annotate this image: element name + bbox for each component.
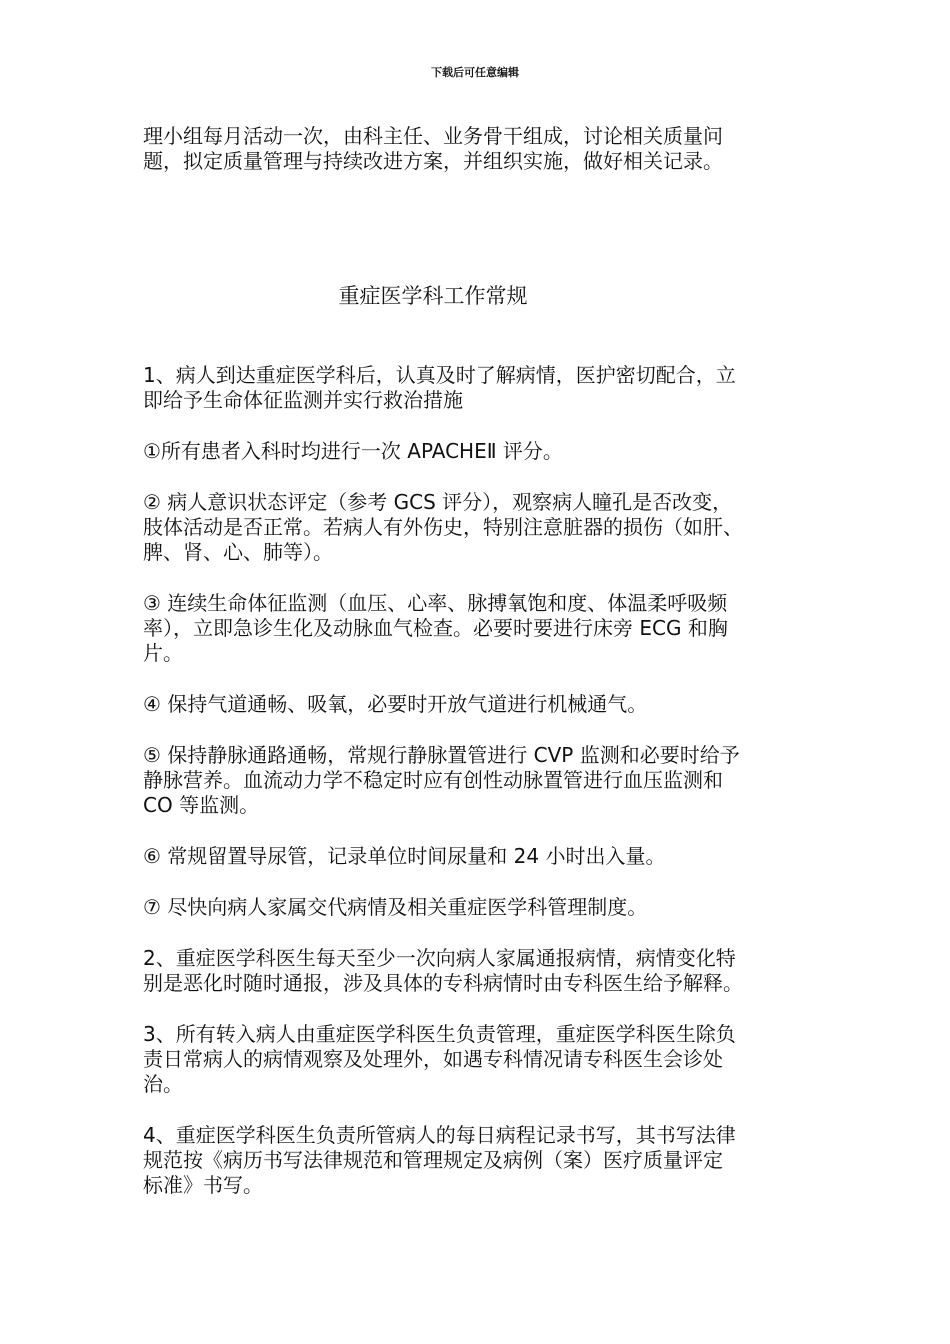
text-line: 静脉营养。血流动力学不稳定时应有创性动脉置管进行血压监测和 <box>143 768 723 792</box>
text-line: 肢体活动是否正常。若病人有外伤史，特别注意脏器的损伤（如肝、 <box>143 515 743 539</box>
paragraph-1-item-1 <box>143 439 833 464</box>
text-line: ①所有患者入科时均进行一次 APACHEⅡ 评分。 <box>143 439 563 463</box>
text-line: 责日常病人的病情观察及处理外，如遇专科情况请专科医生会诊处 <box>143 1047 723 1071</box>
text-line: 别是恶化时随时通报，涉及具体的专科病情时由专科医生给予解释。 <box>143 971 743 995</box>
intro-paragraph <box>143 124 833 174</box>
text-line: ⑦ 尽快向病人家属交代病情及相关重症医学科管理制度。 <box>143 895 648 919</box>
text-line: CO 等监测。 <box>143 793 260 817</box>
paragraph-1-item-3 <box>143 591 833 666</box>
page-header: 下载后可任意编辑 <box>431 66 519 79</box>
paragraph-1-item-5 <box>143 743 833 818</box>
text-line: ⑤ 保持静脉通路通畅，常规行静脉置管进行 CVP 监测和必要时给予 <box>143 743 740 767</box>
paragraph-1-item-2 <box>143 490 833 565</box>
paragraph-1 <box>143 363 833 413</box>
text-line: 片。 <box>143 641 183 665</box>
text-line: 理小组每月活动一次，由科主任、业务骨干组成，讨论相关质量问 <box>143 124 723 148</box>
section-title: 重症医学科工作常规 <box>338 284 528 308</box>
paragraph-3 <box>143 1022 833 1097</box>
document-body <box>143 124 833 1224</box>
text-line: 4、重症医学科医生负责所管病人的每日病程记录书写，其书写法律 <box>143 1123 736 1147</box>
paragraph-1-item-4 <box>143 692 833 717</box>
text-line: ③ 连续生命体征监测（血压、心率、脉搏氧饱和度、体温柔呼吸频 <box>143 591 728 615</box>
text-line: 率），立即急诊生化及动脉血气检查。必要时要进行床旁 ECG 和胸 <box>143 616 728 640</box>
paragraph-2 <box>143 946 833 996</box>
text-line: 规范按《病历书写法律规范和管理规定及病例（案）医疗质量评定 <box>143 1148 723 1172</box>
paragraph-1-item-6 <box>143 844 833 869</box>
text-line: 标准》书写。 <box>143 1173 263 1197</box>
text-line: 题，拟定质量管理与持续改进方案，并组织实施，做好相关记录。 <box>143 149 723 173</box>
text-line: ⑥ 常规留置导尿管，记录单位时间尿量和 24 小时出入量。 <box>143 844 666 868</box>
text-line: 即给予生命体征监测并实行救治措施 <box>143 388 463 412</box>
text-line: 脾、肾、心、肺等）。 <box>143 540 333 564</box>
text-line: 1、病人到达重症医学科后，认真及时了解病情，医护密切配合，立 <box>143 363 736 387</box>
text-line: 2、重症医学科医生每天至少一次向病人家属通报病情，病情变化特 <box>143 946 736 970</box>
paragraph-1-item-7 <box>143 895 833 920</box>
text-line: ④ 保持气道通畅、吸氧，必要时开放气道进行机械通气。 <box>143 692 648 716</box>
paragraph-4 <box>143 1123 833 1198</box>
text-line: 治。 <box>143 1072 183 1096</box>
text-line: ② 病人意识状态评定（参考 GCS 评分），观察病人瞳孔是否改变， <box>143 490 733 514</box>
text-line: 3、所有转入病人由重症医学科医生负责管理，重症医学科医生除负 <box>143 1022 736 1046</box>
